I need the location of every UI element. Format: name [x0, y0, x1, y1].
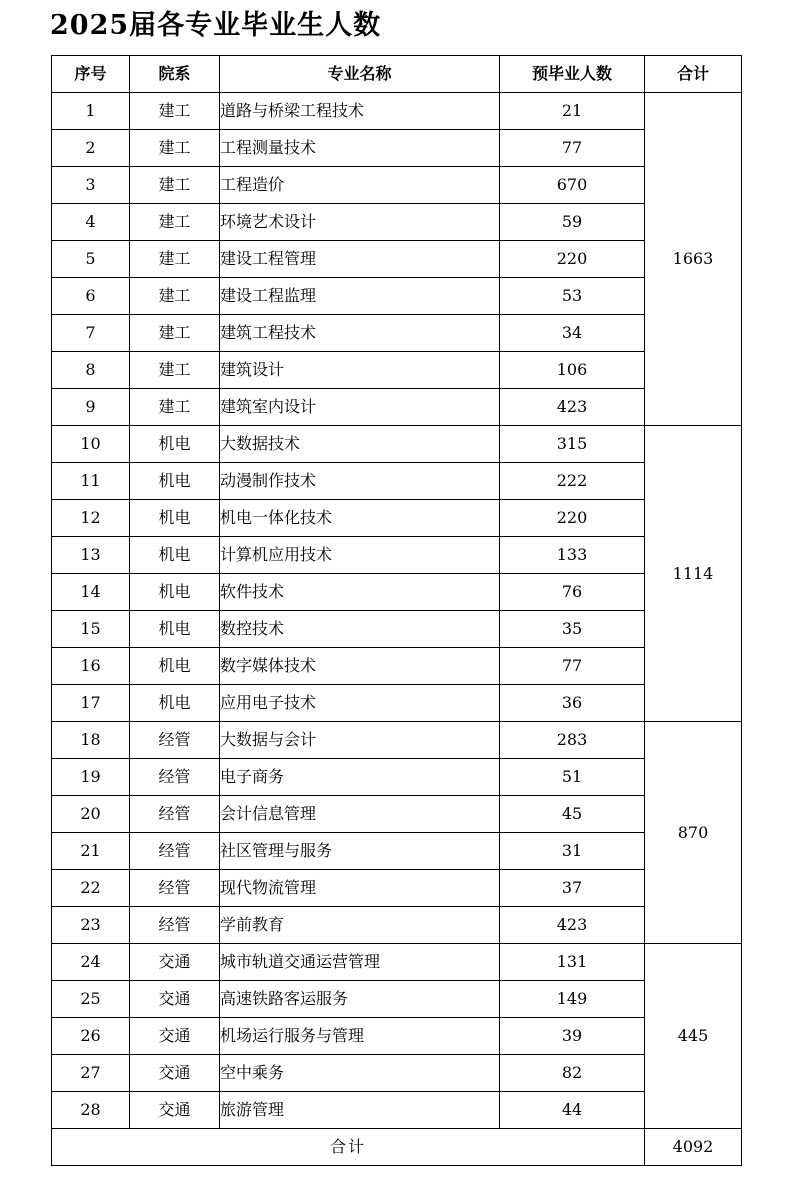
row-index: 6 [52, 278, 130, 315]
row-index: 10 [52, 426, 130, 463]
row-count: 82 [500, 1055, 645, 1092]
row-count: 220 [500, 500, 645, 537]
row-major: 空中乘务 [220, 1055, 500, 1092]
table-row [52, 574, 742, 611]
row-count: 77 [500, 130, 645, 167]
row-dept: 机电 [130, 685, 220, 722]
row-index: 1 [52, 93, 130, 130]
row-count: 131 [500, 944, 645, 981]
row-dept: 建工 [130, 241, 220, 278]
grand-total-label: 合计 [52, 1129, 645, 1166]
table-row [52, 648, 742, 685]
grand-total-value: 4092 [645, 1129, 742, 1166]
row-dept: 经管 [130, 870, 220, 907]
row-dept: 建工 [130, 130, 220, 167]
row-dept: 交通 [130, 1055, 220, 1092]
row-major: 建设工程管理 [220, 241, 500, 278]
row-index: 13 [52, 537, 130, 574]
row-count: 76 [500, 574, 645, 611]
row-dept: 机电 [130, 574, 220, 611]
row-index: 25 [52, 981, 130, 1018]
row-dept: 机电 [130, 648, 220, 685]
table-row [52, 907, 742, 944]
row-count: 37 [500, 870, 645, 907]
row-major: 工程测量技术 [220, 130, 500, 167]
row-count: 77 [500, 648, 645, 685]
page-title: 2025届各专业毕业生人数 [50, 10, 382, 41]
table-row [52, 796, 742, 833]
group-total: 1663 [645, 93, 742, 426]
row-dept: 经管 [130, 796, 220, 833]
row-count: 59 [500, 204, 645, 241]
row-major: 道路与桥梁工程技术 [220, 93, 500, 130]
row-major: 软件技术 [220, 574, 500, 611]
row-index: 27 [52, 1055, 130, 1092]
row-index: 15 [52, 611, 130, 648]
table-row [52, 611, 742, 648]
row-major: 建筑设计 [220, 352, 500, 389]
table-row [52, 130, 742, 167]
row-count: 21 [500, 93, 645, 130]
row-major: 环境艺术设计 [220, 204, 500, 241]
table-row [52, 426, 742, 463]
row-dept: 机电 [130, 500, 220, 537]
row-index: 28 [52, 1092, 130, 1129]
row-major: 大数据与会计 [220, 722, 500, 759]
row-index: 7 [52, 315, 130, 352]
row-major: 数控技术 [220, 611, 500, 648]
table-row [52, 722, 742, 759]
table-row [52, 685, 742, 722]
row-dept: 交通 [130, 1092, 220, 1129]
table-row [52, 278, 742, 315]
row-count: 31 [500, 833, 645, 870]
row-dept: 建工 [130, 352, 220, 389]
table-row [52, 315, 742, 352]
row-count: 315 [500, 426, 645, 463]
row-dept: 交通 [130, 1018, 220, 1055]
row-index: 2 [52, 130, 130, 167]
row-dept: 建工 [130, 93, 220, 130]
row-count: 149 [500, 981, 645, 1018]
row-major: 机场运行服务与管理 [220, 1018, 500, 1055]
row-index: 22 [52, 870, 130, 907]
table-row [52, 870, 742, 907]
graduates-table [51, 55, 742, 1166]
row-major: 建设工程监理 [220, 278, 500, 315]
row-major: 建筑工程技术 [220, 315, 500, 352]
row-index: 5 [52, 241, 130, 278]
table-row [52, 167, 742, 204]
row-index: 14 [52, 574, 130, 611]
row-count: 35 [500, 611, 645, 648]
row-count: 670 [500, 167, 645, 204]
table-row [52, 1018, 742, 1055]
row-count: 423 [500, 389, 645, 426]
row-major: 现代物流管理 [220, 870, 500, 907]
row-count: 220 [500, 241, 645, 278]
header-dept: 院系 [130, 56, 220, 93]
table-row [52, 352, 742, 389]
row-dept: 机电 [130, 611, 220, 648]
row-major: 数字媒体技术 [220, 648, 500, 685]
row-count: 133 [500, 537, 645, 574]
row-count: 34 [500, 315, 645, 352]
row-major: 机电一体化技术 [220, 500, 500, 537]
row-major: 城市轨道交通运营管理 [220, 944, 500, 981]
row-count: 45 [500, 796, 645, 833]
header-index: 序号 [52, 56, 130, 93]
row-index: 19 [52, 759, 130, 796]
row-major: 电子商务 [220, 759, 500, 796]
table-row [52, 389, 742, 426]
row-count: 39 [500, 1018, 645, 1055]
row-index: 24 [52, 944, 130, 981]
row-index: 8 [52, 352, 130, 389]
row-major: 学前教育 [220, 907, 500, 944]
table-row [52, 759, 742, 796]
row-major: 大数据技术 [220, 426, 500, 463]
table-footer-row [52, 1129, 742, 1166]
group-total: 1114 [645, 426, 742, 722]
table-body [52, 93, 742, 1129]
row-major: 应用电子技术 [220, 685, 500, 722]
row-count: 222 [500, 463, 645, 500]
row-major: 社区管理与服务 [220, 833, 500, 870]
table-row [52, 944, 742, 981]
table-row [52, 93, 742, 130]
row-dept: 建工 [130, 167, 220, 204]
row-dept: 交通 [130, 981, 220, 1018]
row-index: 9 [52, 389, 130, 426]
row-index: 3 [52, 167, 130, 204]
table-row [52, 981, 742, 1018]
row-index: 20 [52, 796, 130, 833]
row-major: 高速铁路客运服务 [220, 981, 500, 1018]
header-major: 专业名称 [220, 56, 500, 93]
row-count: 423 [500, 907, 645, 944]
group-total: 870 [645, 722, 742, 944]
row-dept: 经管 [130, 722, 220, 759]
row-major: 会计信息管理 [220, 796, 500, 833]
row-index: 4 [52, 204, 130, 241]
table-header-row [52, 56, 742, 93]
row-dept: 经管 [130, 759, 220, 796]
table-row [52, 241, 742, 278]
row-index: 21 [52, 833, 130, 870]
row-count: 36 [500, 685, 645, 722]
table-row [52, 204, 742, 241]
header-total: 合计 [645, 56, 742, 93]
row-dept: 经管 [130, 907, 220, 944]
table-row [52, 1092, 742, 1129]
table-row [52, 537, 742, 574]
row-index: 23 [52, 907, 130, 944]
table-row [52, 500, 742, 537]
row-index: 11 [52, 463, 130, 500]
row-dept: 建工 [130, 278, 220, 315]
row-count: 283 [500, 722, 645, 759]
row-major: 建筑室内设计 [220, 389, 500, 426]
row-major: 工程造价 [220, 167, 500, 204]
row-index: 18 [52, 722, 130, 759]
row-index: 17 [52, 685, 130, 722]
row-index: 26 [52, 1018, 130, 1055]
row-dept: 建工 [130, 315, 220, 352]
row-dept: 交通 [130, 944, 220, 981]
row-count: 51 [500, 759, 645, 796]
row-dept: 机电 [130, 426, 220, 463]
header-count: 预毕业人数 [500, 56, 645, 93]
row-count: 106 [500, 352, 645, 389]
row-index: 12 [52, 500, 130, 537]
row-dept: 建工 [130, 204, 220, 241]
table-row [52, 1055, 742, 1092]
row-count: 53 [500, 278, 645, 315]
row-major: 动漫制作技术 [220, 463, 500, 500]
table-row [52, 833, 742, 870]
row-dept: 经管 [130, 833, 220, 870]
row-dept: 机电 [130, 537, 220, 574]
row-index: 16 [52, 648, 130, 685]
table-row [52, 463, 742, 500]
group-total: 445 [645, 944, 742, 1129]
row-major: 计算机应用技术 [220, 537, 500, 574]
row-dept: 建工 [130, 389, 220, 426]
row-count: 44 [500, 1092, 645, 1129]
row-dept: 机电 [130, 463, 220, 500]
row-major: 旅游管理 [220, 1092, 500, 1129]
